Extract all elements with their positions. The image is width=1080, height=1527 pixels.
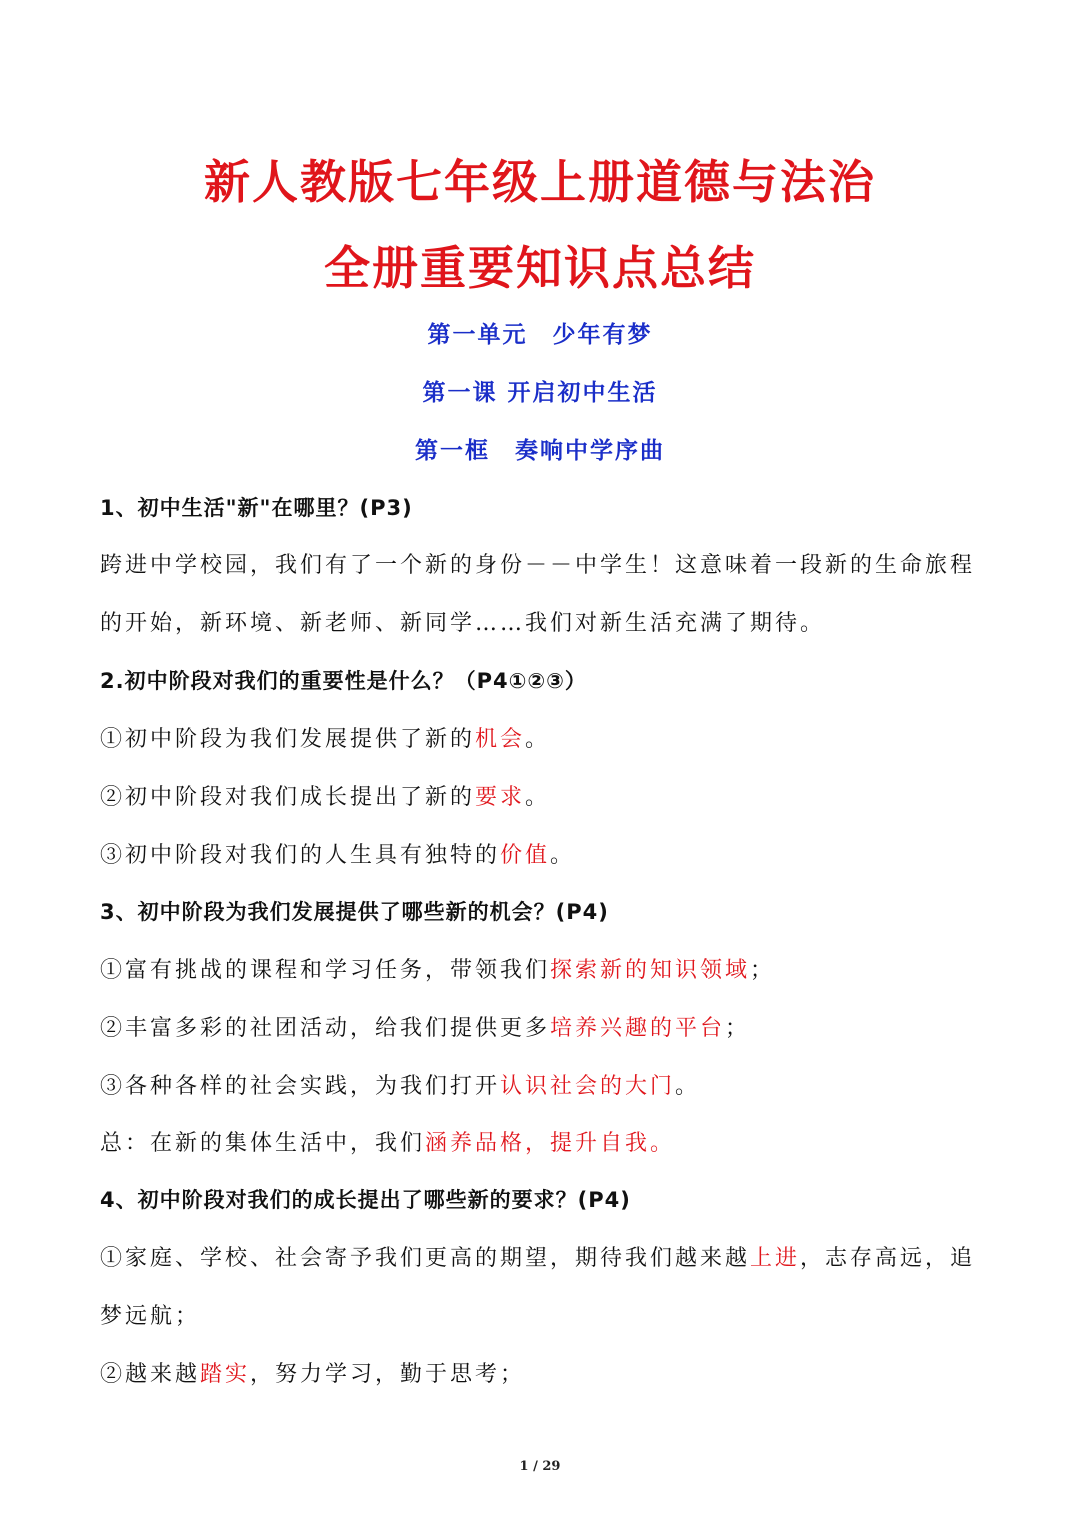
keyword: 涵养品格，提升自我。 <box>425 1131 676 1156</box>
document-title-line1: 新人教版七年级上册道德与法治 <box>204 155 876 209</box>
question-4: 4、初中阶段对我们的成长提出了哪些新的要求？(P4) <box>100 1188 631 1212</box>
keyword: 价值 <box>500 843 551 868</box>
answer-2-item1: ①初中阶段为我们发展提供了新的机会。 <box>100 727 551 752</box>
lesson-heading: 第一课 开启初中生活 <box>422 379 658 406</box>
answer-3-item1: ①富有挑战的课程和学习任务，带领我们探索新的知识领域； <box>100 958 776 983</box>
answer-3-item3: ③各种各样的社会实践，为我们打开认识社会的大门。 <box>100 1074 701 1099</box>
keyword: 认识社会的大门 <box>500 1074 676 1099</box>
answer-1-line1: 跨进中学校园，我们有了一个新的身份－－中学生！这意味着一段新的生命旅程 <box>100 553 976 578</box>
unit-heading: 第一单元 少年有梦 <box>427 321 653 348</box>
answer-2-item3: ③初中阶段对我们的人生具有独特的价值。 <box>100 843 576 868</box>
answer-3-summary: 总：在新的集体生活中，我们涵养品格，提升自我。 <box>100 1131 676 1156</box>
answer-4-item1-line2: 梦远航； <box>100 1304 201 1329</box>
document-title-line2: 全册重要知识点总结 <box>324 241 756 295</box>
answer-1-line2: 的开始，新环境、新老师、新同学……我们对新生活充满了期待。 <box>100 611 826 636</box>
page-number: 1 / 29 <box>519 1459 561 1474</box>
frame-heading: 第一框 奏响中学序曲 <box>415 437 665 464</box>
question-2: 2.初中阶段对我们的重要性是什么？（P4①②③） <box>100 669 587 693</box>
keyword: 探索新的知识领域 <box>550 958 751 983</box>
answer-4-item2: ②越来越踏实，努力学习，勤于思考； <box>100 1362 526 1387</box>
keyword: 上进 <box>750 1246 801 1271</box>
question-1: 1、初中生活"新"在哪里？(P3) <box>100 496 413 520</box>
keyword: 培养兴趣的平台 <box>550 1016 726 1041</box>
keyword: 踏实 <box>200 1362 251 1387</box>
keyword: 要求 <box>475 785 526 810</box>
keyword: 机会 <box>475 727 526 752</box>
answer-2-item2: ②初中阶段对我们成长提出了新的要求。 <box>100 785 551 810</box>
answer-4-item1: ①家庭、学校、社会寄予我们更高的期望，期待我们越来越上进，志存高远，追 <box>100 1246 976 1271</box>
question-3: 3、初中阶段为我们发展提供了哪些新的机会？(P4) <box>100 900 609 924</box>
answer-3-item2: ②丰富多彩的社团活动，给我们提供更多培养兴趣的平台； <box>100 1016 751 1041</box>
